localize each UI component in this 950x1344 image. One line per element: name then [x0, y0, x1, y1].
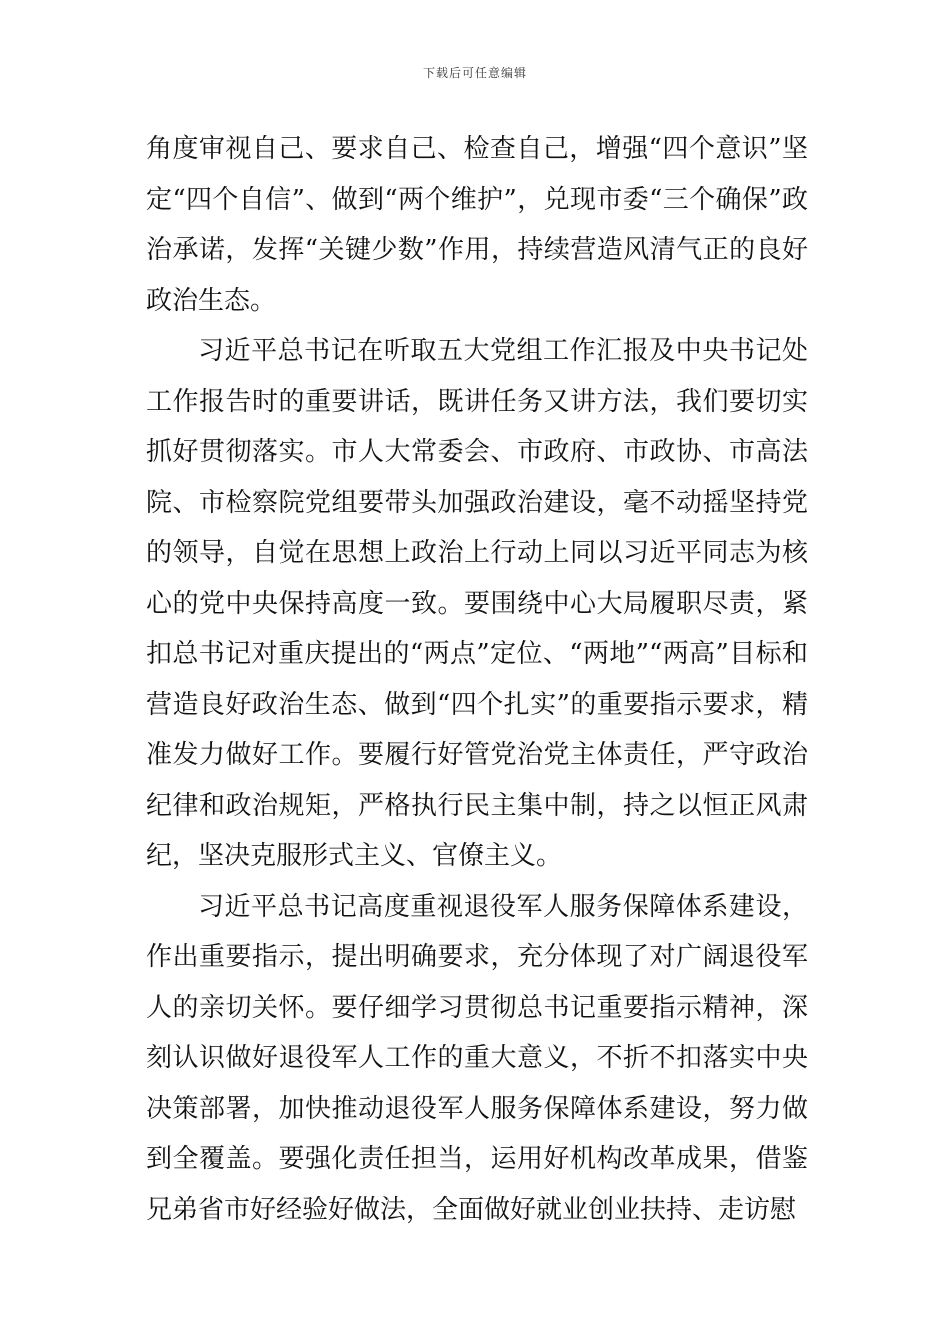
- paragraph: 习近平总书记高度重视退役军人服务保障体系建设，作出重要指示，提出明确要求，充分体现了对广阔退役军人的亲切关怀。要仔细学习贯彻总书记重要指示精神，深刻认识做好退役军人工作的重大意义，不折不扣落实中央决策部署，加快推动退役军人服务保障体系建设，努力做到全覆盖。要强化责任担当，运用好机构改革成果，借鉴兄弟省市好经验好做法，全面做好就业创业扶持、走访慰: [146, 891, 808, 1225]
- document-body: [146, 124, 808, 1235]
- paragraph: 习近平总书记在听取五大党组工作汇报及中央书记处工作报告时的重要讲话，既讲任务又讲方法，我们要切实抓好贯彻落实。市人大常委会、市政府、市政协、市高法院、市检察院党组要带头加强政治建设，毫不动摇坚持党的领导，自觉在思想上政治上行动上同以习近平同志为核心的党中央保持高度一致。要围绕中心大局履职尽责，紧扣总书记对重庆提出的“两点”定位、“两地”“两高”目标和营造良好政治生态、做到“四个扎实”的重要指示要求，精准发力做好工作。要履行好管党治党主体责任，严守政治纪律和政治规矩，严格执行民主集中制，持之以恒正风肃纪，坚决克服形式主义、官僚主义。: [146, 336, 808, 871]
- page-header: 下载后可任意编辑: [422, 66, 527, 80]
- paragraph-continued: 角度审视自己、要求自己、检查自己，增强“四个意识”坚定“四个自信”、做到“两个维护”，兑现市委“三个确保”政治承诺，发挥“关键少数”作用，持续营造风清气正的良好政治生态。: [146, 134, 808, 316]
